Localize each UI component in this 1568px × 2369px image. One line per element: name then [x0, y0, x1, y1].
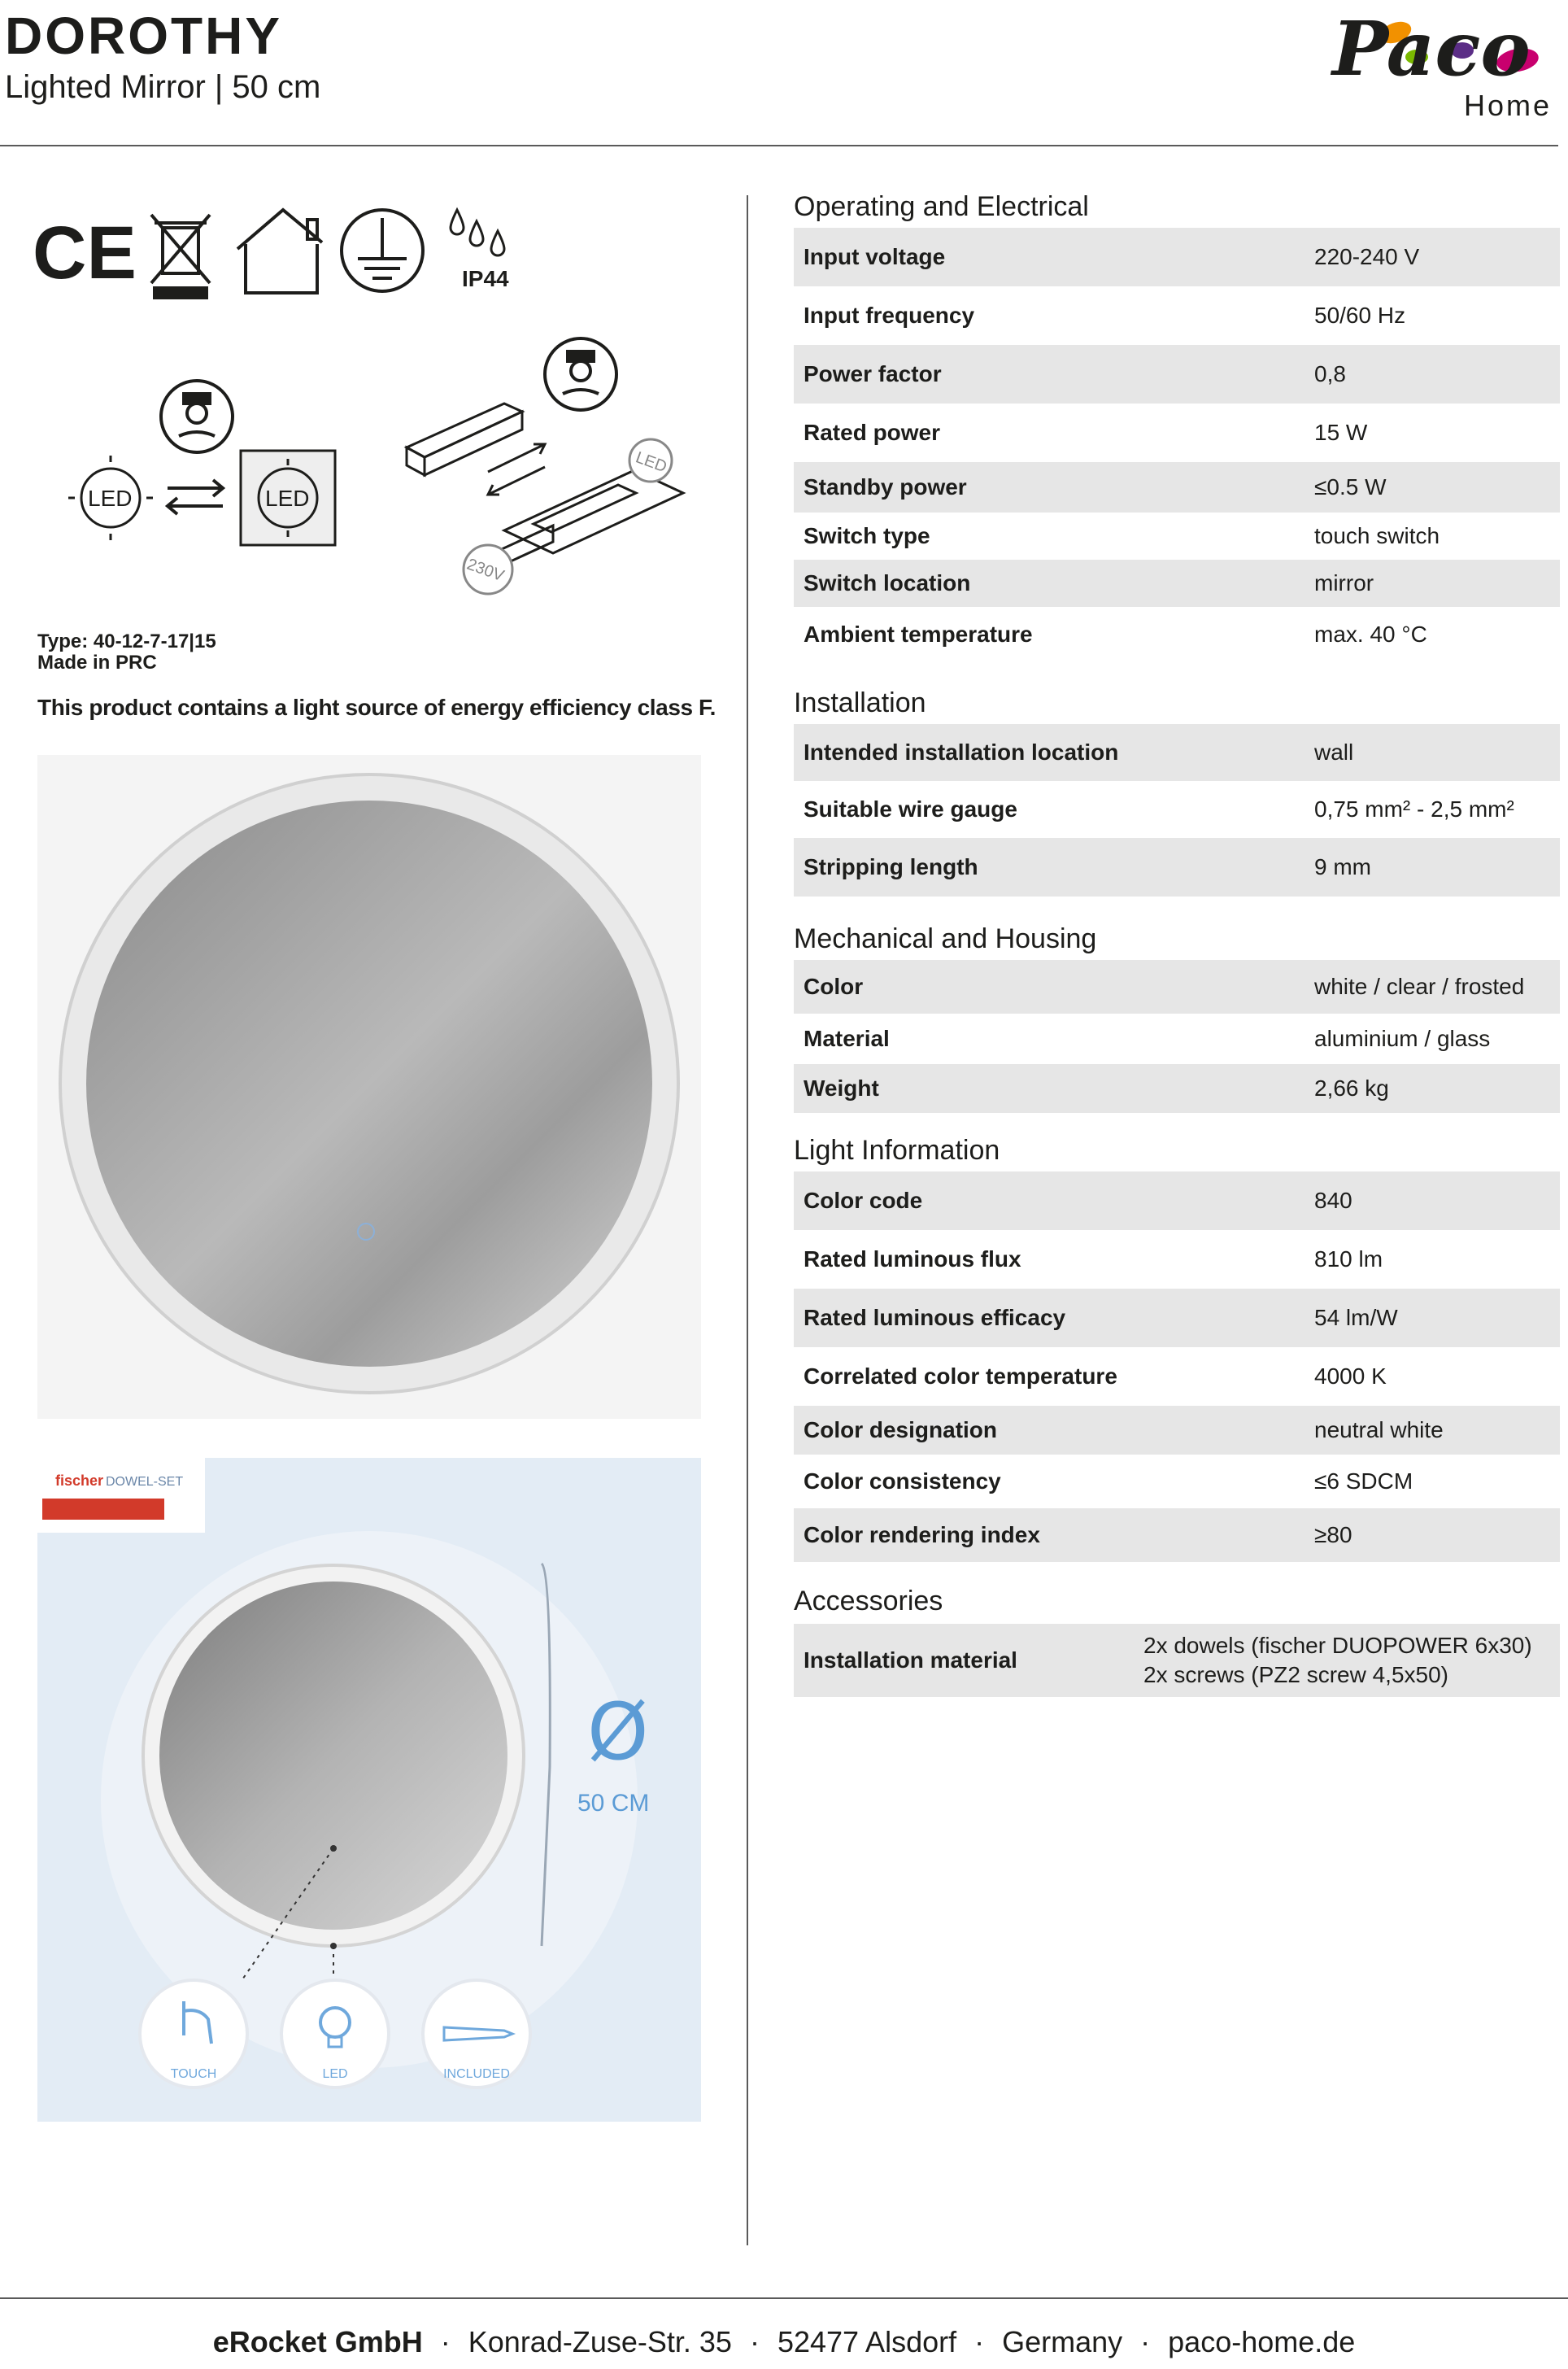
spec-value: 9 mm: [1314, 854, 1371, 879]
made-in: Made in PRC: [37, 652, 157, 674]
spec-row: [794, 1171, 1560, 1230]
spec-label: Input frequency: [804, 303, 975, 328]
spec-label: Rated luminous flux: [804, 1246, 1021, 1272]
footer-website: paco-home.de: [1168, 2325, 1356, 2358]
spec-value-line: 2x dowels (fischer DUOPOWER 6x30): [1143, 1633, 1532, 1658]
mirror-product-photo: [37, 755, 701, 1419]
diameter-symbol: Ø: [587, 1686, 649, 1778]
spec-value: 810 lm: [1314, 1246, 1383, 1272]
voltage-label: 230V: [464, 555, 507, 586]
spec-label: Weight: [804, 1075, 879, 1101]
spec-label: Standby power: [804, 474, 967, 500]
section-title-accessories: Accessories: [794, 1586, 943, 1616]
spec-value: 50/60 Hz: [1314, 303, 1406, 328]
spec-row: [794, 1014, 1560, 1064]
touch-feature-icon: [140, 1980, 247, 2088]
spec-row: [794, 960, 1560, 1014]
ce-mark-icon: CE: [33, 212, 137, 294]
section-title-operating: Operating and Electrical: [794, 191, 1089, 222]
footer-separator: ·: [749, 2325, 760, 2358]
feature-included-label: INCLUDED: [443, 2067, 510, 2081]
spec-row: [794, 1455, 1560, 1508]
diameter-label: 50 CM: [577, 1790, 650, 1817]
spec-value: 0,75 mm² - 2,5 mm²: [1314, 796, 1514, 822]
certification-icons: [33, 203, 537, 301]
dowel-brand: fischer: [55, 1472, 104, 1489]
spec-value: mirror: [1314, 570, 1374, 596]
spec-label: Suitable wire gauge: [804, 796, 1017, 822]
spec-value: 220-240 V: [1314, 244, 1420, 269]
column-divider: [747, 195, 748, 2245]
footer: [0, 2325, 1568, 2359]
spec-value: 2,66 kg: [1314, 1075, 1389, 1101]
spec-value: neutral white: [1314, 1417, 1444, 1442]
technician-icon-2: [545, 338, 616, 410]
spec-value: white / clear / frosted: [1314, 974, 1525, 999]
spec-row: [794, 1289, 1560, 1347]
feature-touch-label: TOUCH: [170, 2067, 217, 2081]
driver-led-label: LED: [633, 448, 669, 477]
led-feature-icon: [281, 1980, 389, 2088]
footer-company: eRocket GmbH: [212, 2325, 423, 2358]
spec-row: [794, 228, 1560, 286]
spec-value: wall: [1314, 739, 1354, 765]
spec-label: Color rendering index: [804, 1522, 1040, 1547]
spec-label: Material: [804, 1026, 890, 1051]
type-number: Type: 40-12-7-17|15: [37, 630, 216, 652]
spec-row: [794, 560, 1560, 607]
spec-value: 840: [1314, 1188, 1352, 1213]
spec-label: Color designation: [804, 1417, 997, 1442]
spec-value: ≤6 SDCM: [1314, 1468, 1413, 1494]
spec-value: 4000 K: [1314, 1363, 1387, 1389]
spec-row: [794, 781, 1560, 838]
type-info: [37, 631, 216, 674]
replacement-icons: [49, 325, 699, 602]
technician-icon: [161, 381, 233, 452]
spec-row: [794, 1230, 1560, 1289]
logo-subword: Home: [1464, 89, 1553, 122]
spec-label: Rated power: [804, 420, 941, 445]
spec-row: [794, 513, 1560, 560]
footer-separator: ·: [1140, 2325, 1151, 2358]
water-drops-icon: [451, 210, 504, 255]
spec-label: Color: [804, 974, 864, 999]
indoor-house-icon: [237, 210, 322, 293]
spec-value: 0,8: [1314, 361, 1346, 386]
led-driver-box-icon: [407, 404, 683, 579]
spec-row: [794, 1508, 1560, 1562]
spec-label: Installation material: [804, 1647, 1017, 1673]
logo-word: Paco: [1332, 5, 1531, 93]
spec-value: 54 lm/W: [1314, 1305, 1398, 1330]
product-subtitle: Lighted Mirror | 50 cm: [5, 69, 321, 105]
footer-separator: ·: [974, 2325, 985, 2358]
spec-row: [794, 286, 1560, 345]
spec-value: max. 40 °C: [1314, 622, 1427, 647]
dowel-icon: [42, 1499, 164, 1520]
footer-city: 52477 Alsdorf: [777, 2325, 957, 2358]
swap-arrows-icon: [168, 480, 223, 514]
spec-row: [794, 724, 1560, 781]
screw-feature-icon: [423, 1980, 530, 2088]
spec-row: [794, 1406, 1560, 1455]
section-title-light: Light Information: [794, 1135, 1000, 1166]
footer-country: Germany: [1002, 2325, 1123, 2358]
spec-value-line: 2x screws (PZ2 screw 4,5x50): [1143, 1662, 1448, 1687]
spec-value: ≥80: [1314, 1522, 1352, 1547]
dowel-set-label: DOWEL-SET: [106, 1475, 184, 1489]
footer-street: Konrad-Zuse-Str. 35: [468, 2325, 732, 2358]
spec-label: Color code: [804, 1188, 923, 1213]
led-label-right: LED: [265, 486, 310, 511]
spec-label: Intended installation location: [804, 739, 1119, 765]
spec-label: Input voltage: [804, 244, 946, 269]
spec-row: [794, 404, 1560, 462]
spec-label: Correlated color temperature: [804, 1363, 1117, 1389]
spec-value: ≤0.5 W: [1314, 474, 1387, 500]
spec-label: Switch type: [804, 523, 930, 548]
header-rule: [0, 145, 1558, 146]
spec-row: [794, 1347, 1560, 1406]
section-title-mechanical: Mechanical and Housing: [794, 923, 1097, 954]
feature-led-label: LED: [322, 2067, 348, 2081]
led-label-left: LED: [88, 486, 133, 511]
spec-value: touch switch: [1314, 523, 1440, 548]
spec-value: 15 W: [1314, 420, 1368, 445]
spec-label: Stripping length: [804, 854, 978, 879]
spec-row: [794, 1064, 1560, 1113]
mirror-feature-photo: [37, 1458, 701, 2122]
ip44-label: IP44: [462, 266, 509, 291]
spec-row: [794, 462, 1560, 513]
footer-rule: [0, 2297, 1568, 2299]
spec-label: Rated luminous efficacy: [804, 1305, 1066, 1330]
spec-label: Power factor: [804, 361, 942, 386]
product-title: DOROTHY: [5, 7, 282, 65]
spec-row: [794, 607, 1560, 662]
spec-row: [794, 345, 1560, 404]
protective-earth-icon: [342, 210, 423, 291]
spec-row: [794, 1624, 1560, 1697]
spec-value: aluminium / glass: [1314, 1026, 1491, 1051]
energy-efficiency-note: This product contains a light source of energy efficiency class F.: [37, 695, 716, 720]
spec-label: Switch location: [804, 570, 971, 596]
weee-bin-icon: [151, 215, 210, 298]
section-title-installation: Installation: [794, 687, 926, 718]
footer-separator: ·: [440, 2325, 451, 2358]
spec-label: Color consistency: [804, 1468, 1001, 1494]
spec-label: Ambient temperature: [804, 622, 1033, 647]
spec-value: [1143, 1631, 1532, 1690]
paco-home-logo: [1326, 0, 1561, 130]
spec-row: [794, 838, 1560, 897]
